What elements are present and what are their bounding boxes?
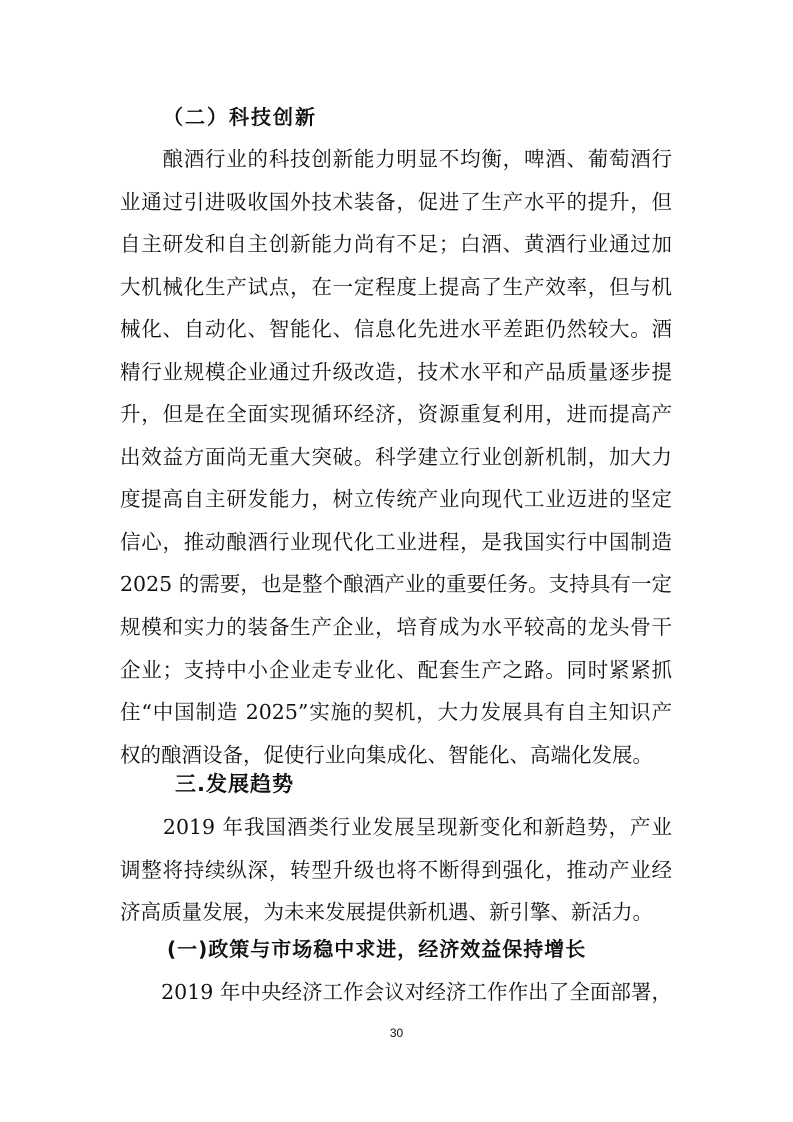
section-heading-policy-market: (一)政策与市场稳中求进，经济效益保持增长 — [167, 937, 587, 961]
paragraph-tech-innovation — [120, 138, 672, 776]
page-number: 30 — [389, 1026, 404, 1040]
text-line: 械化、自动化、智能化、信息化先进水平差距仍然较大。酒 — [120, 317, 672, 342]
text-line: 酿酒行业的科技创新能力明显不均衡，啤酒、葡萄酒行 — [120, 147, 672, 171]
text-line: 调整将持续纵深，转型升级也将不断得到强化，推动产业经 — [120, 857, 672, 882]
text-line: 升，但是在全面实现循环经济，资源重复利用，进而提高产 — [120, 402, 672, 427]
paragraph-policy-market — [120, 971, 672, 1014]
text-line: 住“中国制造 2025”实施的契机，大力发展具有自主知识产 — [120, 700, 672, 725]
text-line: 业通过引进吸收国外技术装备，促进了生产水平的提升，但 — [120, 189, 672, 214]
text-line: 精行业规模企业通过升级改造，技术水平和产品质量逐步提 — [120, 359, 672, 384]
text-line: 信心，推动酿酒行业现代化工业进程，是我国实行中国制造 — [120, 529, 672, 554]
paragraph-development-trends — [120, 806, 672, 934]
section-heading-tech-innovation: （二）科技创新 — [163, 105, 317, 129]
section-heading-development-trends: 三.发展趋势 — [175, 772, 294, 796]
text-line: 2019 年我国酒类行业发展呈现新变化和新趋势，产业 — [120, 815, 672, 839]
text-line: 出效益方面尚无重大突破。科学建立行业创新机制，加大力 — [120, 444, 672, 469]
text-line: 济高质量发展，为未来发展提供新机遇、新引擎、新活力。 — [120, 900, 653, 925]
text-line: 度提高自主研发能力，树立传统产业向现代工业迈进的坚定 — [120, 487, 672, 512]
text-line: 企业；支持中小企业走专业化、配套生产之路。同时紧紧抓 — [120, 657, 672, 682]
text-line: 自主研发和自主创新能力尚有不足；白酒、黄酒行业通过加 — [120, 232, 672, 257]
text-line: 2025 的需要，也是整个酿酒产业的重要任务。支持具有一定 — [120, 572, 672, 597]
text-line: 权的酿酒设备，促使行业向集成化、智能化、高端化发展。 — [120, 742, 653, 767]
text-line: 大机械化生产试点，在一定程度上提高了生产效率，但与机 — [120, 274, 672, 299]
text-line: 规模和实力的装备生产企业，培育成为水平较高的龙头骨干 — [120, 615, 672, 640]
text-line: 2019 年中央经济工作会议对经济工作作出了全面部署， — [120, 980, 672, 1004]
